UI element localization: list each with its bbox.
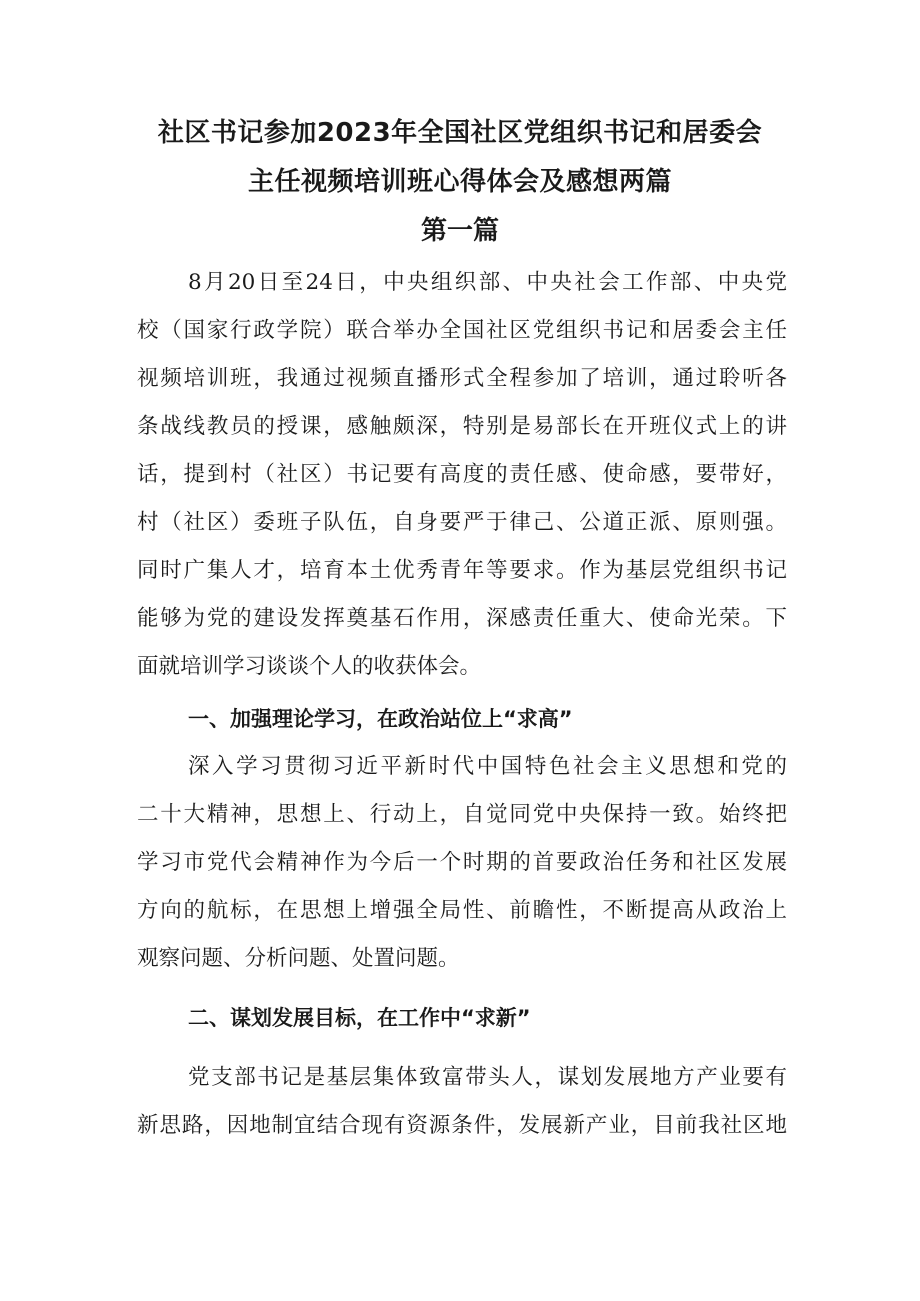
paragraph-1-line: 8月20日至24日，中央组织部、中央社会工作部、中央党 <box>188 270 787 295</box>
section-heading-1: 一、加强理论学习，在政治站位上“求高” <box>188 707 573 731</box>
paragraph-2-line: 深入学习贯彻习近平新时代中国特色社会主义思想和党的 <box>188 754 787 779</box>
paragraph-1-line: 村（社区）委班子队伍，自身要严于律己、公道正派、原则强。 <box>137 510 787 535</box>
paragraph-1-line: 视频培训班，我通过视频直播形式全程参加了培训，通过聆听各 <box>137 366 787 391</box>
paragraph-1-line: 同时广集人才，培育本土优秀青年等要求。作为基层党组织书记 <box>137 558 787 583</box>
paragraph-3-line: 党支部书记是基层集体致富带头人，谋划发展地方产业要有 <box>188 1065 787 1090</box>
paragraph-3-line: 新思路，因地制宜结合现有资源条件，发展新产业，目前我社区地 <box>137 1113 787 1138</box>
paragraph-2-line: 观察问题、分析问题、处置问题。 <box>137 946 460 971</box>
paragraph-1-line: 话，提到村（社区）书记要有高度的责任感、使命感，要带好， <box>137 462 787 487</box>
section-heading-2: 二、谋划发展目标，在工作中“求新” <box>188 1006 531 1030</box>
paragraph-2-line: 方向的航标，在思想上增强全局性、前瞻性，不断提高从政治上 <box>137 898 787 923</box>
document-title-line-2: 主任视频培训班心得体会及感想两篇 <box>247 167 672 197</box>
part-title: 第一篇 <box>420 216 499 246</box>
paragraph-2-line: 学习市党代会精神作为今后一个时期的首要政治任务和社区发展 <box>137 850 787 875</box>
paragraph-1-line: 条战线教员的授课，感触颇深，特别是易部长在开班仪式上的讲 <box>137 414 787 439</box>
document-title-line-1: 社区书记参加2023年全国社区党组织书记和居委会 <box>157 118 763 148</box>
paragraph-1-line: 校（国家行政学院）联合举办全国社区党组织书记和居委会主任 <box>137 318 787 343</box>
paragraph-1-line: 面就培训学习谈谈个人的收获体会。 <box>137 654 482 679</box>
paragraph-2-line: 二十大精神，思想上、行动上，自觉同党中央保持一致。始终把 <box>137 802 787 827</box>
paragraph-1-line: 能够为党的建设发挥奠基石作用，深感责任重大、使命光荣。下 <box>137 606 787 631</box>
